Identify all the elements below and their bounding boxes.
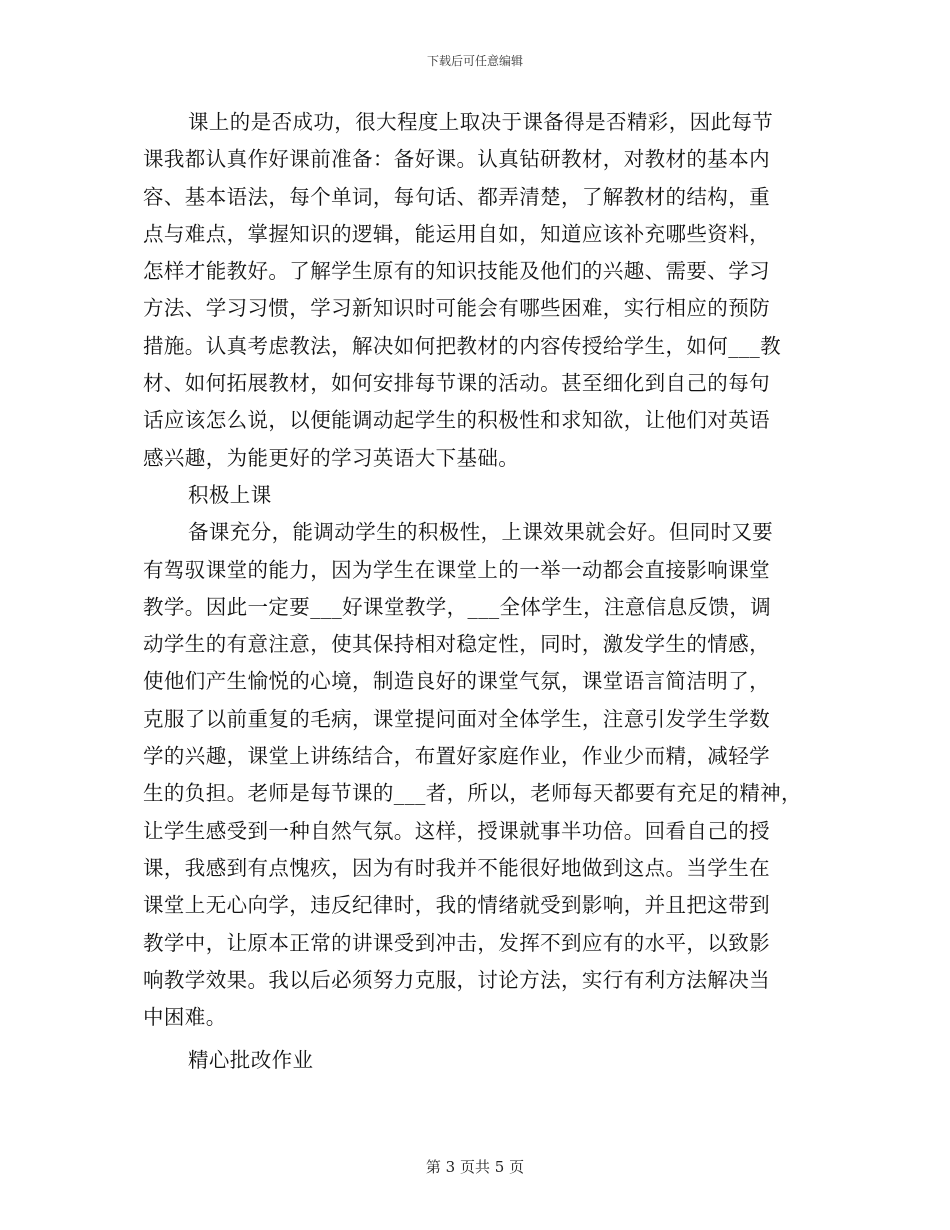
text-line: 教学中，让原本正常的讲课受到冲击，发挥不到应有的水平，以致影	[143, 930, 770, 955]
text-line: 措施。认真考虑教法，解决如何把教材的内容传授给学生，如何___教	[143, 333, 782, 358]
text-line: 感兴趣，为能更好的学习英语大下基础。	[143, 445, 520, 470]
text-line: 学的兴趣，课堂上讲练结合，布置好家庭作业，作业少而精，减轻学	[143, 744, 770, 769]
text-line: 生的负担。老师是每节课的___者，所以，老师每天都要有充足的精神，	[143, 781, 802, 806]
paragraph-active-teaching	[143, 514, 823, 1036]
page-number: 第 3 页共 5 页	[425, 1158, 525, 1176]
text-line: 备课充分，能调动学生的积极性，上课效果就会好。但同时又要	[188, 520, 774, 545]
text-line: 课我都认真作好课前准备：备好课。认真钻研教材，对教材的基本内	[143, 147, 770, 172]
text-line: 课，我感到有点愧疚，因为有时我并不能很好地做到这点。当学生在	[143, 855, 770, 880]
text-line: 话应该怎么说，以便能调动起学生的积极性和求知欲，让他们对英语	[143, 408, 770, 433]
text-line: 点与难点，掌握知识的逻辑，能运用自如，知道应该补充哪些资料，	[143, 221, 770, 246]
section-heading-homework-grading: 精心批改作业	[188, 1048, 314, 1073]
text-line: 响教学效果。我以后必须努力克服，讨论方法，实行有利方法解决当	[143, 967, 770, 992]
text-line: 课上的是否成功，很大程度上取决于课备得是否精彩，因此每节	[188, 110, 774, 134]
text-line: 让学生感受到一种自然气氛。这样，授课就事半功倍。回看自己的授	[143, 818, 770, 843]
text-line: 克服了以前重复的毛病，课堂提问面对全体学生，注意引发学生学数	[143, 706, 770, 731]
text-line: 有驾驭课堂的能力，因为学生在课堂上的一举一动都会直接影响课堂	[143, 557, 770, 582]
document-body	[143, 104, 823, 1080]
text-line: 方法、学习习惯，学习新知识时可能会有哪些困难，实行相应的预防	[143, 296, 770, 321]
text-line: 动学生的有意注意，使其保持相对稳定性，同时，激发学生的情感，	[143, 632, 770, 657]
section-heading-active-teaching: 积极上课	[188, 482, 272, 507]
text-line: 容、基本语法，每个单词，每句话、都弄清楚，了解教材的结构，重	[143, 184, 770, 209]
text-line: 教学。因此一定要___好课堂教学，___全体学生，注意信息反馈，调	[143, 594, 772, 619]
text-line: 怎样才能教好。了解学生原有的知识技能及他们的兴趣、需要、学习	[143, 259, 770, 284]
paragraph-lesson-preparation	[143, 104, 823, 477]
text-line: 材、如何拓展教材，如何安排每节课的活动。甚至细化到自己的每句	[143, 371, 770, 396]
text-line: 使他们产生愉悦的心境，制造良好的课堂气氛，课堂语言简洁明了，	[143, 669, 770, 694]
page-header: 下载后可任意编辑	[426, 54, 523, 68]
text-line: 中困难。	[143, 1005, 227, 1030]
text-line: 课堂上无心向学，违反纪律时，我的情绪就受到影响，并且把这带到	[143, 893, 770, 918]
